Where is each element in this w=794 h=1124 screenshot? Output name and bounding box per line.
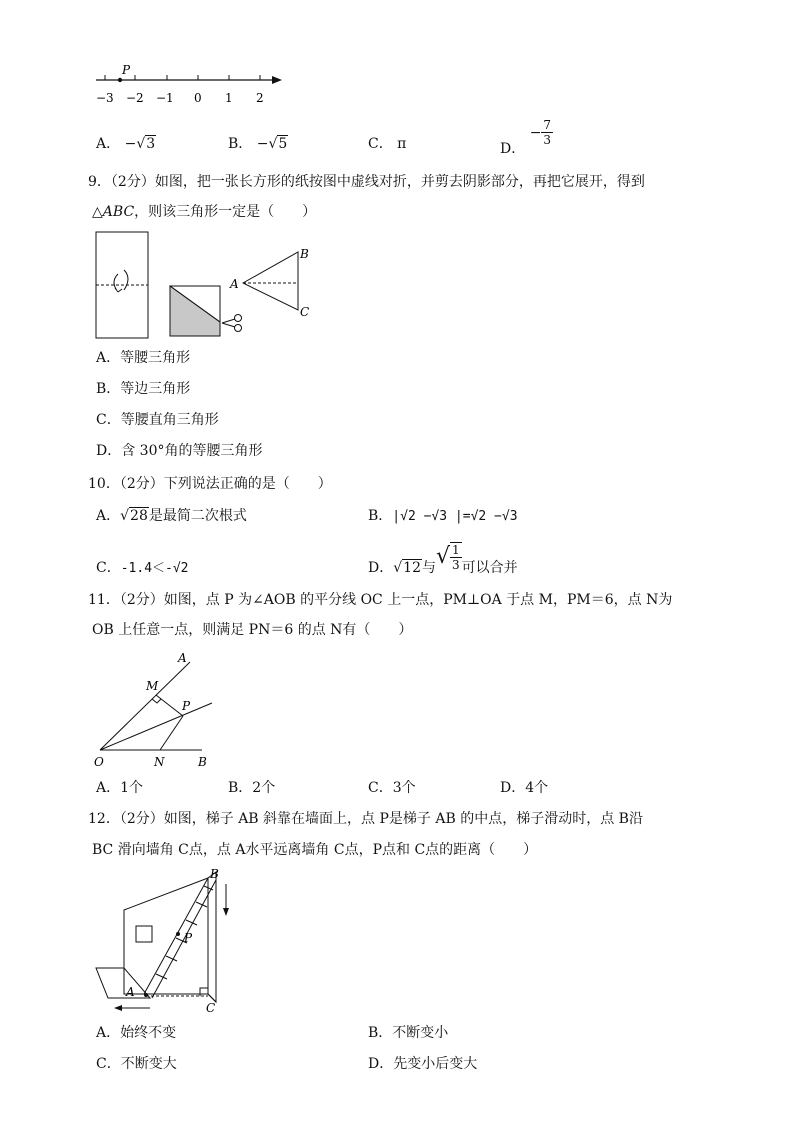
q11-option-c[interactable] <box>368 778 416 798</box>
point-p-label: P <box>122 63 131 77</box>
number-line-figure <box>90 62 290 110</box>
sqrt-sign: √12 <box>393 560 421 576</box>
triangle-name: ABC <box>102 204 135 220</box>
scissors-icon <box>222 315 242 332</box>
q9-stem-line2 <box>92 202 316 222</box>
tick-label: 2 <box>256 91 264 105</box>
q11-stem-line2 <box>92 620 412 640</box>
fraction <box>541 118 553 147</box>
option-letter: B． <box>368 508 393 524</box>
option-letter: A． <box>96 780 121 796</box>
option-text: 是最简二次根式 <box>148 508 247 524</box>
stem-text: 如图，把一张长方形的纸按图中虚线对折，并剪去阴影部分，再把它展开，得到 <box>154 174 645 190</box>
stem-text: ，则该三角形一定是（ ） <box>134 204 317 220</box>
option-text: 等边三角形 <box>120 381 191 397</box>
q8-option-a[interactable] <box>96 134 156 154</box>
right-angle-mark <box>200 988 208 996</box>
sqrt-sign: √28 <box>120 508 148 524</box>
option-letter: B． <box>228 780 253 796</box>
fold-arrow-icon <box>114 274 122 292</box>
numerator: 1 <box>452 543 460 557</box>
option-text: 3个 <box>392 780 416 796</box>
option-text: |√2 −√3 |=√2 −√3 <box>392 509 518 524</box>
option-letter: D． <box>368 1056 394 1072</box>
minus-sign: − <box>256 136 269 152</box>
q12-option-d[interactable] <box>368 1054 477 1074</box>
option-letter: C． <box>96 412 121 428</box>
stem-text: 下列说法正确的是（ ） <box>163 476 332 492</box>
option-letter: C． <box>368 136 393 152</box>
option-letter: C． <box>96 560 121 576</box>
shaded-region <box>170 286 220 336</box>
q12-option-a[interactable] <box>96 1023 176 1043</box>
stem-text: BC 滑向墙角 C点，点 A水平远离墙角 C点，P点和 C点的距离（ ） <box>92 842 538 858</box>
option-text: π <box>397 136 407 152</box>
option-letter: C． <box>96 1056 121 1072</box>
q9-stem-line1 <box>88 172 645 192</box>
q11-option-d[interactable] <box>500 778 548 798</box>
q9-option-d[interactable] <box>96 441 263 461</box>
score: （2分） <box>119 476 164 492</box>
sqrt-sign: √ <box>435 544 451 569</box>
option-letter: A． <box>96 508 121 524</box>
q12-stem-line1 <box>88 809 643 829</box>
question-number: 11． <box>88 592 120 608</box>
q12-figure <box>90 866 250 1018</box>
q9-figure <box>90 228 320 346</box>
stem-text: 如图，点 P 为∠AOB 的平分线 OC 上一点，PM⊥OA 于点 M，PM＝6，点 N为 <box>163 592 673 608</box>
radicand: 5 <box>278 136 288 152</box>
triangle-symbol: △ <box>92 204 103 220</box>
q10-stem <box>88 474 332 494</box>
score: （2分） <box>110 174 155 190</box>
q11-stem-line1 <box>88 590 672 610</box>
question-number: 12． <box>88 811 120 827</box>
question-number: 9． <box>88 174 111 190</box>
tick-label: −2 <box>126 91 144 105</box>
label-n: N <box>154 755 165 769</box>
option-text: 始终不变 <box>120 1025 177 1041</box>
score: （2分） <box>119 811 164 827</box>
option-text: 不断变大 <box>120 1056 177 1072</box>
q10-option-d[interactable] <box>368 540 518 578</box>
label-b: B <box>300 247 309 261</box>
option-text: 等腰直角三角形 <box>120 412 219 428</box>
radicand: 28 <box>130 508 148 524</box>
label-p: P <box>182 699 191 713</box>
tick-label: 1 <box>225 91 233 105</box>
point-p <box>176 932 180 936</box>
option-text: -1.4＜-√2 <box>120 561 189 576</box>
q12-option-c[interactable] <box>96 1054 177 1074</box>
label-a: A <box>230 277 239 291</box>
score: （2分） <box>119 592 164 608</box>
fraction <box>450 542 462 572</box>
triangle-abc <box>243 252 298 310</box>
q10-option-b[interactable] <box>368 506 518 527</box>
option-text: 先变小后变大 <box>393 1056 478 1072</box>
option-letter: B． <box>228 136 253 152</box>
tick-label: −1 <box>156 91 174 105</box>
stem-text: OB 上任意一点，则满足 PN＝6 的点 N有（ ） <box>92 622 413 638</box>
option-letter: C． <box>368 780 393 796</box>
label-m: M <box>146 679 159 693</box>
right-angle-mark <box>152 699 161 703</box>
option-text: 2个 <box>252 780 276 796</box>
q11-option-a[interactable] <box>96 778 143 798</box>
option-letter: D． <box>500 140 526 157</box>
q8-option-c[interactable] <box>368 134 406 154</box>
q12-option-b[interactable] <box>368 1023 448 1043</box>
sqrt-sign: √5 <box>268 136 288 152</box>
option-text: 4个 <box>525 780 549 796</box>
tick-label: 0 <box>194 91 202 105</box>
label-a: A <box>178 651 187 665</box>
sqrt-sign: √3 <box>136 136 156 152</box>
option-letter: D． <box>96 443 122 459</box>
q9-option-c[interactable] <box>96 410 219 430</box>
option-letter: D． <box>368 560 394 576</box>
option-text: 含 30°角的等腰三角形 <box>121 443 263 459</box>
label-p: P <box>184 931 193 945</box>
label-b: B <box>198 755 207 769</box>
stem-text: 如图，梯子 AB 斜靠在墙面上，点 P是梯子 AB 的中点，梯子滑动时，点 B沿 <box>163 811 643 827</box>
question-number: 10． <box>88 476 120 492</box>
option-text: 与 <box>421 560 436 576</box>
q10-option-c[interactable] <box>96 558 189 579</box>
radicand: 3 <box>146 136 156 152</box>
label-o: O <box>94 755 104 769</box>
point-a <box>144 993 148 997</box>
minus-sign: − <box>529 124 542 141</box>
option-letter: A． <box>96 1025 121 1041</box>
label-c: C <box>300 305 310 319</box>
q8-option-d[interactable] <box>500 118 553 157</box>
q9-option-a[interactable] <box>96 348 190 368</box>
option-text: 1个 <box>120 780 144 796</box>
q9-option-b[interactable] <box>96 379 190 399</box>
q10-option-a[interactable] <box>96 506 247 526</box>
option-letter: D． <box>500 780 526 796</box>
option-letter: A． <box>96 136 121 152</box>
tick-label: −3 <box>96 91 114 105</box>
option-text: 不断变小 <box>392 1025 449 1041</box>
denominator: 3 <box>452 558 460 572</box>
q12-stem-line2 <box>92 840 537 860</box>
numerator: 7 <box>543 118 552 132</box>
label-a: A <box>126 985 135 999</box>
option-letter: B． <box>368 1025 393 1041</box>
radicand: 12 <box>403 560 421 576</box>
option-letter: A． <box>96 350 121 366</box>
q11-figure <box>90 648 220 772</box>
option-letter: B． <box>96 381 121 397</box>
point-p <box>118 78 122 82</box>
option-text: 等腰三角形 <box>120 350 191 366</box>
q8-option-b[interactable] <box>228 134 288 154</box>
label-c: C <box>206 1001 216 1015</box>
q11-option-b[interactable] <box>228 778 275 798</box>
label-b: B <box>210 867 219 881</box>
option-text: 可以合并 <box>461 560 518 576</box>
denominator: 3 <box>543 133 552 147</box>
minus-sign: − <box>124 136 137 152</box>
